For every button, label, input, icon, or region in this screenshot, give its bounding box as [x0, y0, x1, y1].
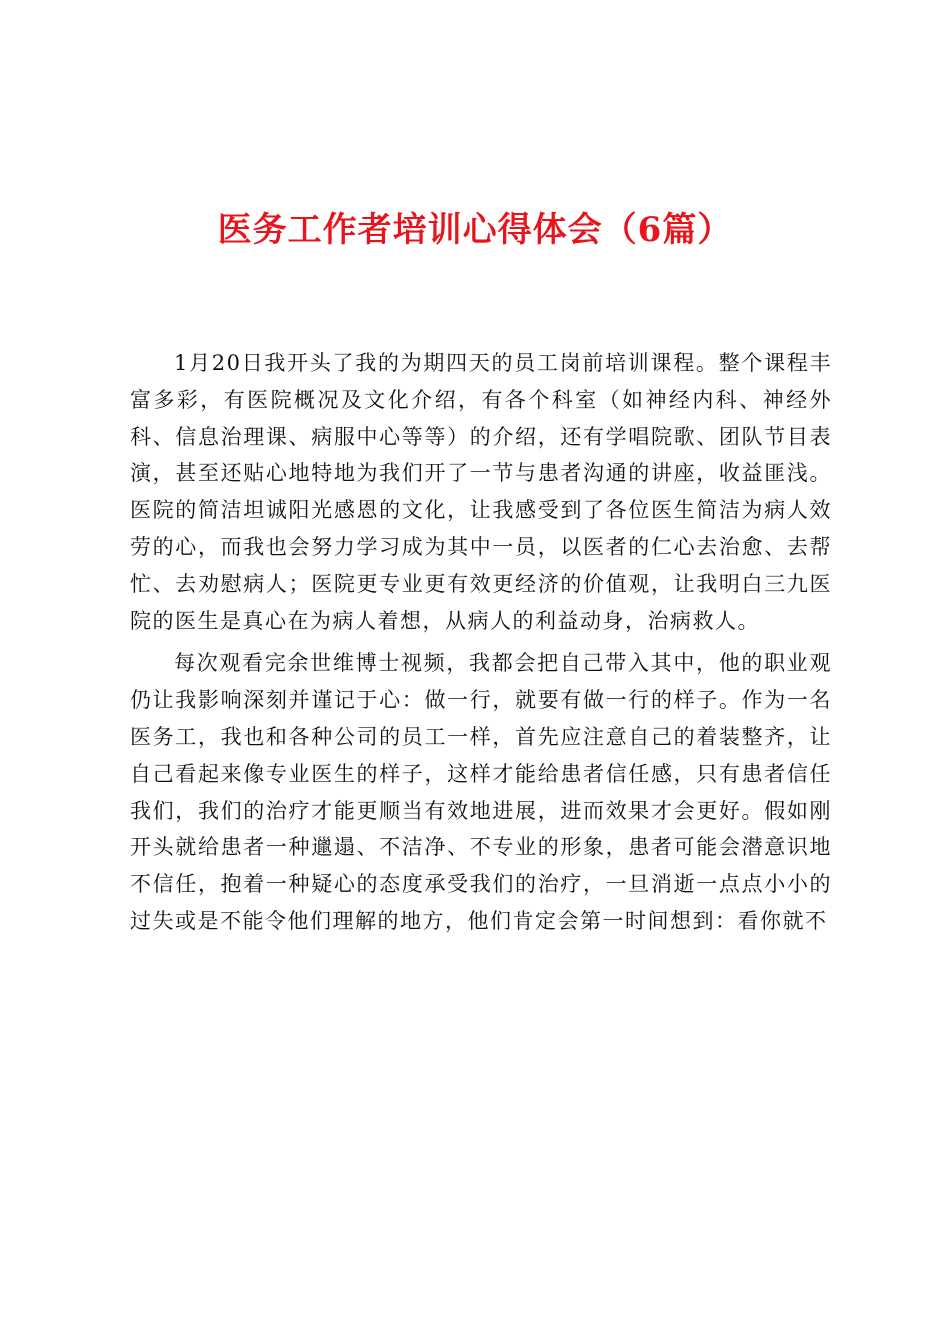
document-title: 医务工作者培训心得体会（6篇）	[217, 210, 733, 250]
paragraph-2: 每次观看完余世维博士视频，我都会把自己带入其中，他的职业观仍让我影响深刻并谨记于心：做一行，就要有做一行的样子。作为一名医务工，我也和各种公司的员工一样，首先应注意自己的着装整齐，让自己看起来像专业医生的样子，这样才能给患者信任感，只有患者信任我们，我们的治疗才能更顺当有效地进展，进而效果才会更好。假如刚开头就给患者一种邋遢、不洁净、不专业的形象，患者可能会潜意识地不信任，抱着一种疑心的态度承受我们的治疗，一旦消逝一点点小小的过失或是不能令他们理解的地方，他们肯定会第一时间想到：看你就不	[130, 651, 832, 933]
paragraph-1: 1月20日我开头了我的为期四天的员工岗前培训课程。整个课程丰富多彩，有医院概况及文化介绍，有各个科室（如神经内科、神经外科、信息治理课、病服中心等等）的介绍，还有学唱院歌、团队节目表演，甚至还贴心地特地为我们开了一节与患者沟通的讲座，收益匪浅。医院的简洁坦诚阳光感恩的文化，让我感受到了各位医生简洁为病人效劳的心，而我也会努力学习成为其中一员，以医者的仁心去治愈、去帮忙、去劝慰病人；医院更专业更有效更经济的价值观，让我明白三九医院的医生是真心在为病人着想，从病人的利益动身，治病救人。	[130, 351, 832, 633]
document-body	[130, 345, 832, 946]
